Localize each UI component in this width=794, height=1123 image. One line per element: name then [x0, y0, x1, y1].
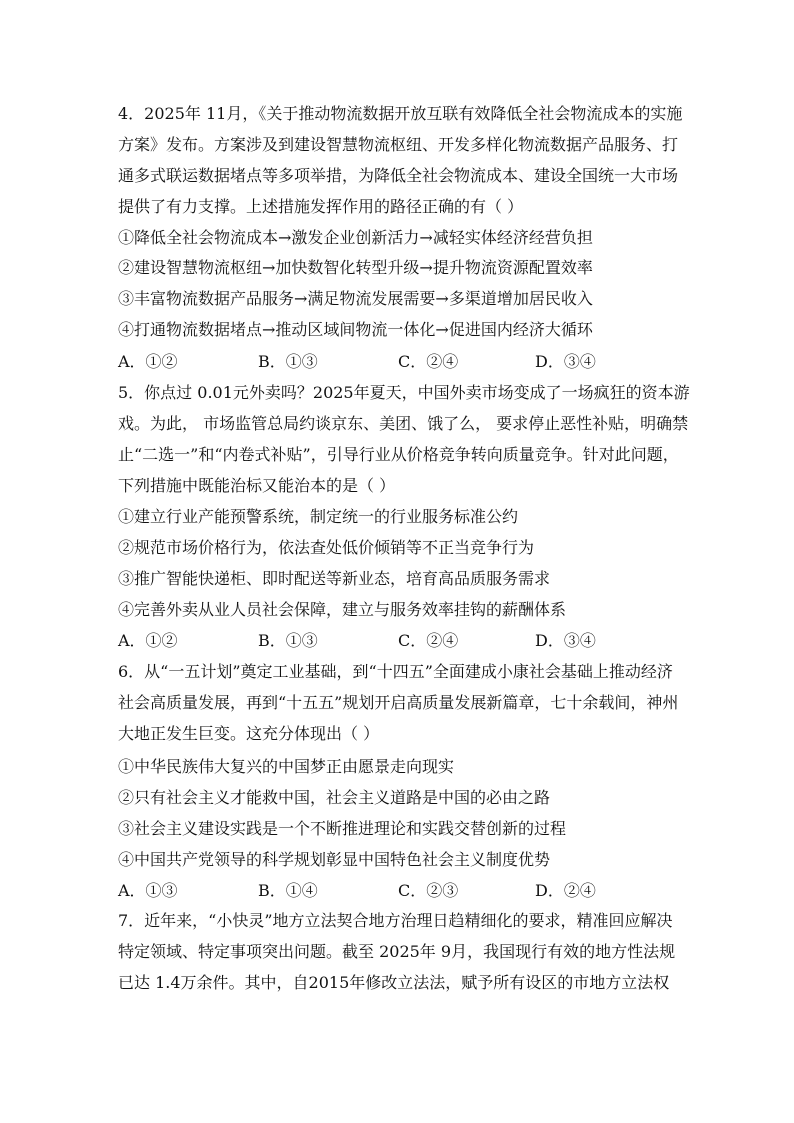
answer-option-a: A．①② [118, 631, 178, 650]
question-stem-line: 下列措施中既能治标又能治本的是（ ） [118, 476, 396, 495]
answer-option-d: D．③④ [535, 631, 596, 650]
answer-option-d: D．③④ [535, 352, 596, 371]
question-stem-line: 7．近年来，“小快灵”地方立法契合地方治理日趋精细化的要求，精准回应解决 [118, 911, 673, 930]
answer-option-b: B．①③ [258, 631, 318, 650]
question-item: ①降低全社会物流成本→激发企业创新活力→减轻实体经济经营负担 [118, 228, 593, 247]
question-stem-line: 6．从“一五计划”奠定工业基础，到“十四五”全面建成小康社会基础上推动经济 [118, 662, 673, 681]
question-item: ④完善外卖从业人员社会保障，建立与服务效率挂钩的薪酬体系 [118, 600, 567, 619]
answer-option-a: A．①② [118, 352, 178, 371]
answer-option-c: C．②④ [398, 631, 459, 650]
question-item: ①建立行业产能预警系统，制定统一的行业服务标准公约 [118, 507, 519, 526]
question-stem-line: 已达 1.4万余件。其中，自2015年修改立法法，赋予所有设区的市地方立法权 [118, 973, 670, 992]
question-item: ②规范市场价格行为，依法查处低价倾销等不正当竞争行为 [118, 538, 535, 557]
answer-option-b: B．①③ [258, 352, 318, 371]
question-item: ①中华民族伟大复兴的中国梦正由愿景走向现实 [118, 757, 455, 776]
question-item: ③丰富物流数据产品服务→满足物流发展需要→多渠道增加居民收入 [118, 289, 593, 308]
answer-option-b: B．①④ [258, 881, 318, 900]
answer-option-c: C．②④ [398, 352, 459, 371]
answer-option-d: D．②④ [535, 881, 596, 900]
question-stem-line: 止“二选一”和“内卷式补贴”，引导行业从价格竞争转向质量竞争。针对此问题， [118, 445, 679, 464]
question-item: ②只有社会主义才能救中国，社会主义道路是中国的必由之路 [118, 788, 551, 807]
answer-option-c: C．②③ [398, 881, 459, 900]
question-item: ④中国共产党领导的科学规划彰显中国特色社会主义制度优势 [118, 850, 551, 869]
question-item: ④打通物流数据堵点→推动区域间物流一体化→促进国内经济大循环 [118, 320, 593, 339]
question-stem-line: 4．2025年 11月，《关于推动物流数据开放互联有效降低全社会物流成本的实施 [118, 104, 683, 123]
question-stem-line: 通多式联运数据堵点等多项举措，为降低全社会物流成本、建设全国统一大市场 [118, 166, 679, 185]
answer-option-a: A．①③ [118, 881, 178, 900]
question-stem-line: 大地正发生巨变。这充分体现出（ ） [118, 724, 380, 743]
question-stem-line: 社会高质量发展，再到“十五五”规划开启高质量发展新篇章，七十余载间，神州 [118, 693, 679, 712]
question-stem-line: 特定领域、特定事项突出问题。截至 2025年 9月，我国现行有效的地方性法规 [118, 942, 676, 961]
question-stem-line: 5．你点过 0.01元外卖吗？2025年夏天，中国外卖市场变成了一场疯狂的资本游 [118, 383, 690, 402]
question-stem-line: 提供了有力支撑。上述措施发挥作用的路径正确的有（ ） [118, 197, 524, 216]
question-item: ③社会主义建设实践是一个不断推进理论和实践交替创新的过程 [118, 819, 567, 838]
question-item: ②建设智慧物流枢纽→加快数智化转型升级→提升物流资源配置效率 [118, 258, 593, 277]
question-stem-line: 戏。为此， 市场监管总局约谈京东、美团、饿了么， 要求停止恶性补贴，明确禁 [118, 414, 689, 433]
question-stem-line: 方案》发布。方案涉及到建设智慧物流枢纽、开发多样化物流数据产品服务、打 [118, 135, 679, 154]
question-item: ③推广智能快递柜、即时配送等新业态，培育高品质服务需求 [118, 569, 551, 588]
